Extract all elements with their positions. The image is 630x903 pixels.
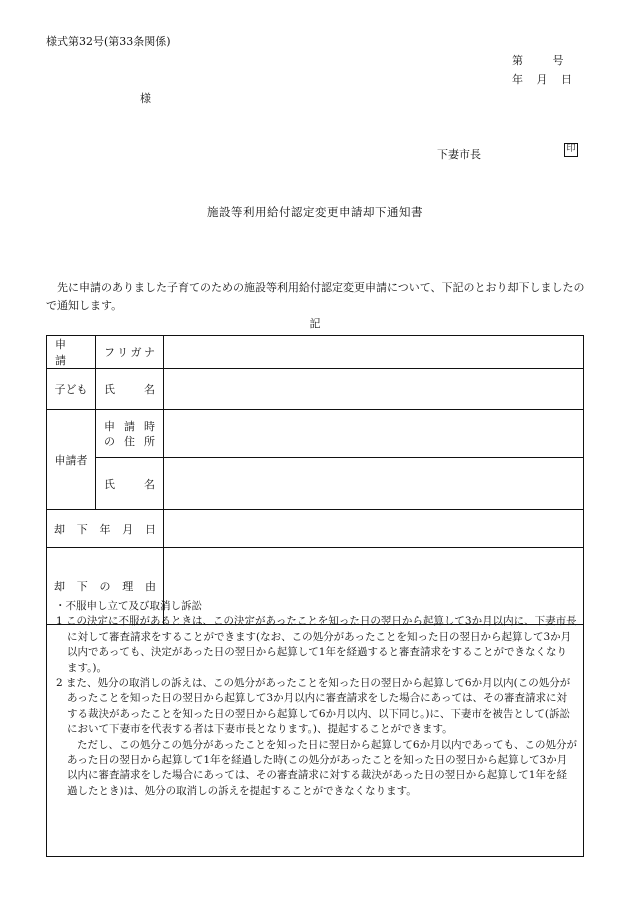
body-text: 先に申請のありました子育てのための施設等利用給付認定変更申請について、下記のとおり却下しましたので通知します。: [46, 281, 585, 312]
rejection-date-value[interactable]: [164, 510, 584, 548]
applicant-name-value[interactable]: [164, 458, 584, 510]
notes-item-2: 2 また、処分の取消しの訴えは、この処分があったことを知った日の翌日から起算して6か月以内(この処分があったことを知った日の翌日から起算して3か月以内に審査請求をした場合にあっては、その審査請求に対する裁決があったことを知った日の翌日から起算して6か月以内、以下同じ。)に、下妻市を被告として(訴訟において下妻市を代表する者は下妻市長となります。)、提起することができます。: [56, 677, 571, 736]
address-value[interactable]: [164, 410, 584, 458]
child-label-top: 申 請: [47, 336, 96, 369]
notes-heading: ・不服申し立て及び取消し訴訟: [55, 600, 202, 612]
document-title: 施設等利用給付認定変更申請却下通知書: [207, 205, 423, 219]
notes-item-1: 1 この決定に不服があるときは、この決定があったことを知った日の翌日から起算して3か月以内に、下妻市長に対して審査請求をすることができます(なお、この処分があったことを知った日の翌日から起算して3か月以内であっても、決定があった日の翌日から起算して1年を経過すると審査請求をすることができなくなります。)。: [56, 615, 577, 674]
rejection-date-label: 却下年月日: [47, 510, 164, 548]
child-name-label: 氏名: [96, 369, 164, 410]
details-table: [46, 335, 584, 625]
addressee-suffix: 様: [140, 92, 151, 105]
applicant-label: 申請者: [47, 410, 96, 510]
address-label: 申請時 の住所: [96, 410, 164, 458]
child-furigana-value[interactable]: [164, 336, 584, 369]
applicant-name-label: 氏名: [96, 458, 164, 510]
form-number: 様式第32号(第33条関係): [46, 35, 171, 48]
rejection-reason-label: 却下の理由: [47, 548, 164, 625]
document-number: 第 号: [512, 54, 564, 67]
notes-item-3: ただし、この処分この処分があったことを知った日に翌日から起算して6か月以内であっても、この処分があった日の翌日から起算して1年を経過した時(この処分があったことを知った日の翌日から起算して3か月以内に審査請求をした場合にあっては、その審査請求に対する裁決があった日の翌日から起算して1年を経過したとき)は、処分の取消しの訴えを提起することができなくなります。: [67, 738, 577, 797]
child-label-bottom: 子ども: [47, 369, 96, 410]
child-name-value[interactable]: [164, 369, 584, 410]
appeal-notes: [46, 597, 584, 857]
seal-mark: 印: [564, 143, 578, 157]
issue-date: 年 月 日: [512, 73, 572, 86]
issuer-name: 下妻市長: [437, 148, 481, 161]
ki-marker: 記: [309, 317, 321, 330]
furigana-label: フリガナ: [96, 336, 164, 369]
